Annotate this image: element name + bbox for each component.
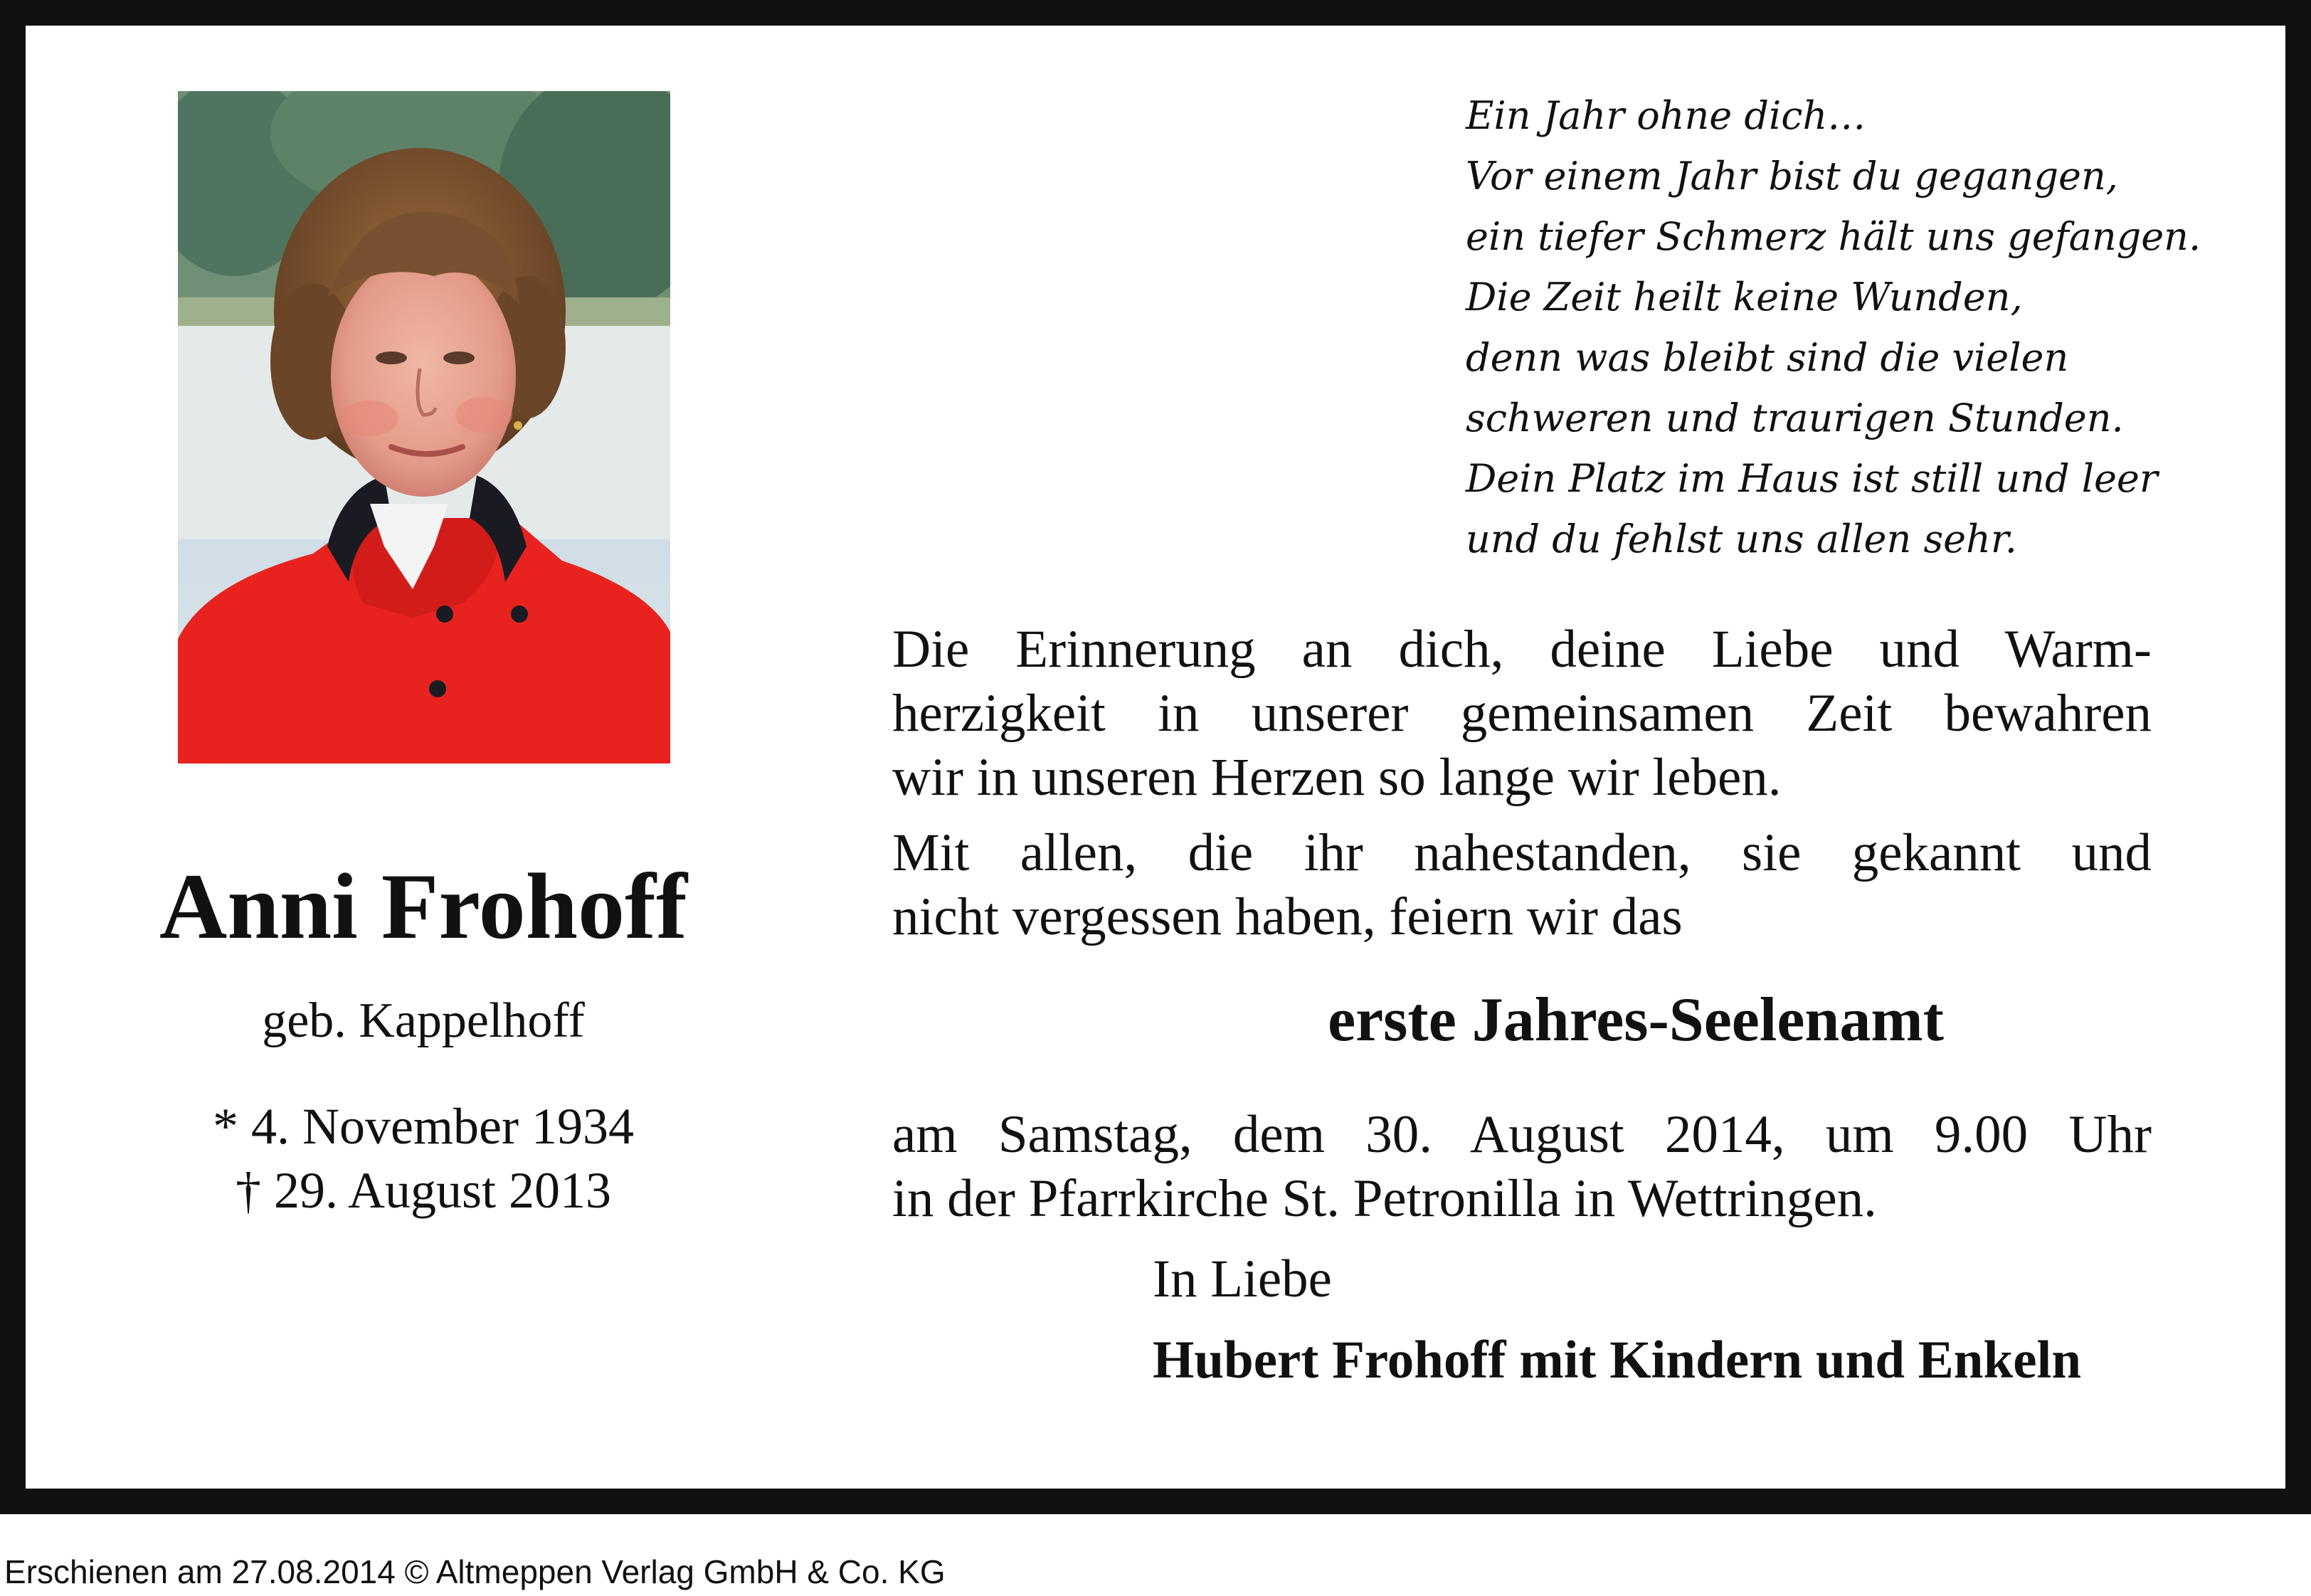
poem-line: Vor einem Jahr bist du gegangen, bbox=[1466, 154, 2118, 199]
poem-line: und du fehlst uns allen sehr. bbox=[1466, 517, 2017, 561]
event-details-paragraph bbox=[892, 1103, 2152, 1231]
poem-line: schweren und traurigen Stunden. bbox=[1466, 396, 2124, 440]
event-title: erste Jahres-Seelenamt bbox=[1328, 985, 1944, 1055]
paragraph-line: herzigkeit in unserer gemeinsamen Zeit bewahren bbox=[892, 684, 2152, 743]
invitation-paragraph bbox=[892, 821, 2152, 949]
memorial-poem bbox=[1466, 85, 2263, 569]
deceased-name: Anni Frohoff bbox=[159, 854, 687, 958]
maiden-name: geb. Kappelhoff bbox=[262, 993, 585, 1048]
paragraph-line: Mit allen, die ihr nahestanden, sie gekannt und bbox=[892, 823, 2152, 882]
poem-line: Die Zeit heilt keine Wunden, bbox=[1466, 275, 2023, 319]
remembrance-paragraph bbox=[892, 618, 2152, 810]
paragraph-line: Die Erinnerung an dich, deine Liebe und Warm- bbox=[892, 620, 2152, 679]
poem-line: Ein Jahr ohne dich… bbox=[1466, 93, 1866, 138]
death-date: † 29. August 2013 bbox=[235, 1162, 612, 1219]
poem-line: denn was bleibt sind die vielen bbox=[1466, 335, 2069, 380]
poem-line: Dein Platz im Haus ist still und leer bbox=[1466, 456, 2158, 501]
paragraph-line: nicht vergessen haben, feiern wir das bbox=[892, 887, 1683, 946]
paragraph-line: am Samstag, dem 30. August 2014, um 9.00 Uhr bbox=[892, 1105, 2152, 1164]
paragraph-line: in der Pfarrkirche St. Petronilla in Wettringen. bbox=[892, 1169, 1877, 1228]
publication-footer: Erschienen am 27.08.2014 © Altmeppen Verlag GmbH & Co. KG bbox=[4, 1553, 946, 1590]
paragraph-line: wir in unseren Herzen so lange wir leben. bbox=[892, 748, 1782, 807]
closing-text: In Liebe bbox=[1153, 1249, 1332, 1309]
birth-date: * 4. November 1934 bbox=[213, 1098, 634, 1155]
family-signature: Hubert Frohoff mit Kindern und Enkeln bbox=[1153, 1331, 2082, 1390]
portrait-photo bbox=[178, 91, 670, 763]
poem-line: ein tiefer Schmerz hält uns gefangen. bbox=[1466, 214, 2201, 259]
